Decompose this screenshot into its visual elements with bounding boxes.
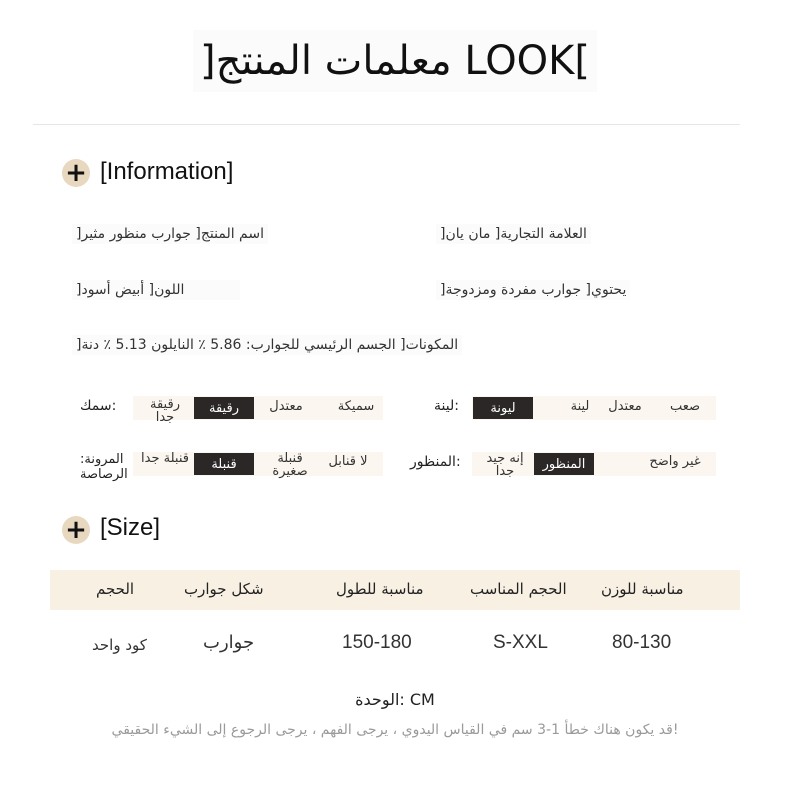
table-cell: S-XXL	[493, 632, 548, 653]
table-header-cell: شكل جوارب	[184, 580, 264, 598]
size-heading: [Size]	[100, 514, 161, 541]
elasticity-label: المرونة: الرصاصة	[80, 452, 128, 482]
thickness-selected: رقيقة	[194, 397, 254, 419]
measurement-note: قد يكون هناك خطأ 1-3 سم في القياس اليدوي ، يرجى الفهم ، يرجى الرجوع إلى الشيء الحقيقي!	[111, 722, 679, 738]
elasticity-option: قنبلة جدا	[141, 451, 189, 466]
unit-label: الوحدة: CM	[355, 690, 435, 709]
softness-option: صعب	[669, 399, 701, 414]
thickness-option: معتدل	[269, 399, 303, 414]
perspective-option: غير واضح	[649, 454, 701, 469]
softness-option: لينة	[570, 399, 590, 414]
plus-icon: +	[62, 159, 90, 187]
contents-line: ]يحتوي[ جوارب مفردة ومزدوجة	[436, 280, 630, 300]
perspective-label: المنظور:	[410, 454, 461, 470]
elasticity-option: لا قنابل	[328, 454, 368, 469]
perspective-option: إنه جيد جدا	[486, 451, 524, 479]
table-header-cell: مناسبة للوزن	[601, 580, 684, 598]
ingredients-line: ]المكونات[ الجسم الرئيسي للجوارب: 5.86 ٪ النايلون 5.13 ٪ دنة	[72, 335, 462, 355]
information-heading: [Information]	[100, 158, 234, 185]
thickness-label: سمك:	[80, 398, 117, 414]
table-cell: كود واحد	[92, 636, 147, 654]
title-divider	[33, 124, 740, 125]
elasticity-selected: قنبلة	[194, 453, 254, 475]
thickness-option: رقيقة جدا	[150, 397, 180, 425]
elasticity-option: قنبلة صغيرة	[272, 451, 308, 479]
softness-option: معتدل	[608, 399, 642, 414]
table-cell: جوارب	[203, 632, 255, 653]
page-title: ]معلمات المنتج LOOK[	[199, 38, 591, 84]
brand-line: ]العلامة التجارية[ مان يان	[436, 224, 591, 244]
thickness-option: سميكة	[337, 399, 375, 414]
table-header-cell: مناسبة للطول	[336, 580, 424, 598]
table-header-cell: الحجم المناسب	[470, 580, 567, 598]
softness-label: لينة:	[434, 398, 459, 414]
perspective-selected: المنظور	[534, 453, 594, 475]
color-line: ]اللون[ أبيض أسود	[72, 280, 240, 300]
table-cell: 80-130	[612, 632, 672, 653]
table-header-cell: الحجم	[96, 580, 135, 598]
title-banner	[193, 30, 597, 92]
plus-icon: +	[62, 516, 90, 544]
softness-selected: ليونة	[473, 397, 533, 419]
product-name-line: ]اسم المنتج[ جوارب منظور مثير	[72, 224, 268, 244]
table-cell: 150-180	[342, 632, 412, 653]
